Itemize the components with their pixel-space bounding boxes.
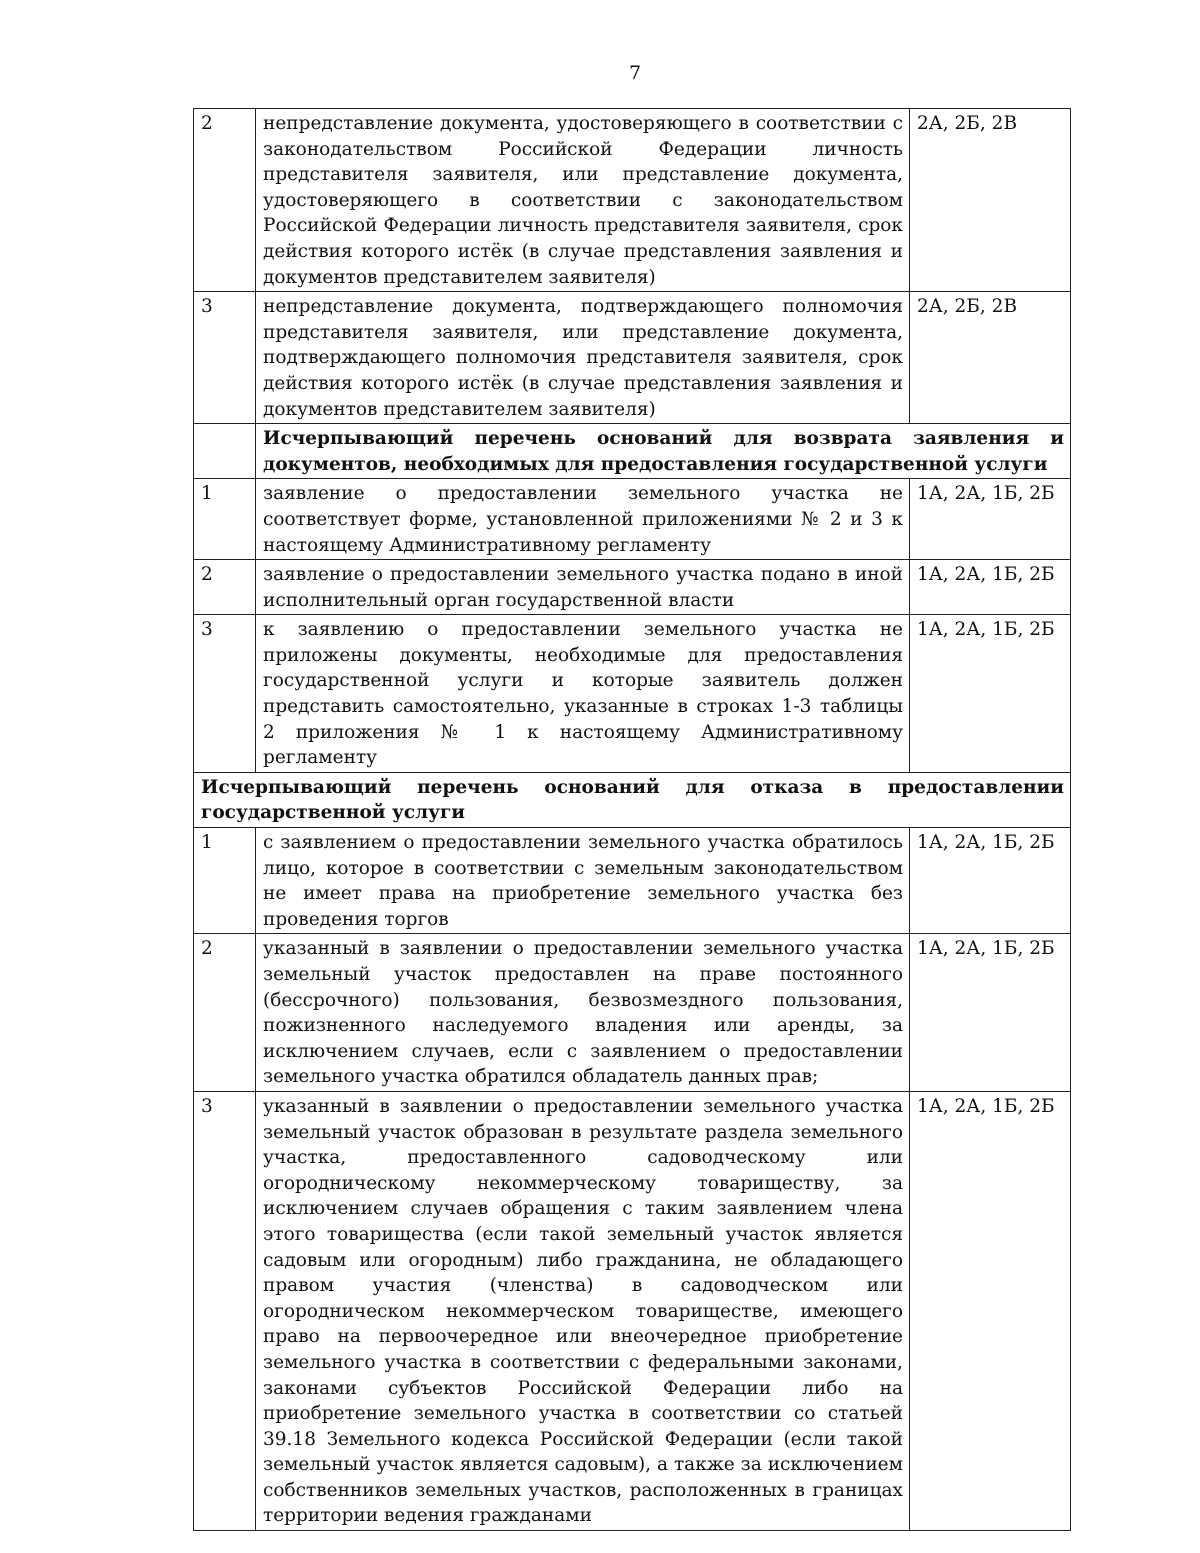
page-number: 7 — [628, 62, 642, 84]
row-number: 3 — [194, 292, 256, 424]
row-text: указанный в заявлении о предоставлении земельного участка земельный участок предоставлен на праве постоянного (бессрочного) пользования, безвозмездного пользования, пожизненного наследуемого владения или аренды, за исключением случаев, если с заявлением о предоставлении земельного участка обратился обладатель данных прав; — [256, 934, 910, 1092]
row-codes: 1А, 2А, 1Б, 2Б — [910, 1091, 1071, 1530]
grounds-table — [193, 108, 1071, 1531]
section-heading: Исчерпывающий перечень оснований для отказа в предоставлении государственной услуги — [194, 772, 1071, 827]
row-number: 3 — [194, 1091, 256, 1530]
row-codes: 2А, 2Б, 2В — [910, 292, 1071, 424]
row-number: 2 — [194, 934, 256, 1092]
table-row — [194, 1091, 1071, 1530]
section-heading: Исчерпывающий перечень оснований для возврата заявления и документов, необходимых для предоставления государственной услуги — [256, 424, 1071, 479]
row-text: указанный в заявлении о предоставлении земельного участка земельный участок образован в результате раздела земельного участка, предоставленного садоводческому или огородническому некоммерческому товариществу, за исключением случаев обращения с таким заявлением члена этого товарищества (если такой земельный участок является садовым или огородным) либо гражданина, не обладающего правом участия (членства) в садоводческом или огородническом некоммерческом товариществе, имеющего право на первоочередное или внеочередное приобретение земельного участка в соответствии с федеральными законами, законами субъектов Российской Федерации либо на приобретение земельного участка в соответствии со статьей 39.18 Земельного кодекса Российской Федерации (если такой земельный участок является садовым), а также за исключением собственников земельных участков, расположенных в границах территории ведения гражданами — [256, 1091, 910, 1530]
table-row — [194, 934, 1071, 1092]
section-heading-row — [194, 772, 1071, 827]
row-number: 2 — [194, 560, 256, 615]
row-number-empty — [194, 424, 256, 479]
table-row — [194, 479, 1071, 560]
table-row — [194, 828, 1071, 934]
row-number: 1 — [194, 828, 256, 934]
row-text: непредставление документа, удостоверяющего в соответствии с законодательством Российской Федерации личность представителя заявителя, или представление документа, удостоверяющего в соответствии с законодательством Российской Федерации личность представителя заявителя, срок действия которого истёк (в случае представления заявления и документов представителем заявителя) — [256, 109, 910, 292]
row-codes: 1А, 2А, 1Б, 2Б — [910, 615, 1071, 773]
row-text: непредставление документа, подтверждающего полномочия представителя заявителя, или представление документа, подтверждающего полномочия представителя заявителя, срок действия которого истёк (в случае представления заявления и документов представителем заявителя) — [256, 292, 910, 424]
row-codes: 1А, 2А, 1Б, 2Б — [910, 560, 1071, 615]
table-row — [194, 615, 1071, 773]
row-text: заявление о предоставлении земельного участка подано в иной исполнительный орган государственной власти — [256, 560, 910, 615]
row-number: 2 — [194, 109, 256, 292]
row-codes: 1А, 2А, 1Б, 2Б — [910, 828, 1071, 934]
row-text: к заявлению о предоставлении земельного участка не приложены документы, необходимые для предоставления государственной услуги и которые заявитель должен представить самостоятельно, указанные в строках 1-3 таблицы 2 приложения № 1 к настоящему Административному регламенту — [256, 615, 910, 773]
row-text: с заявлением о предоставлении земельного участка обратилось лицо, которое в соответствии с земельным законодательством не имеет права на приобретение земельного участка без проведения торгов — [256, 828, 910, 934]
table-row — [194, 292, 1071, 424]
row-number: 3 — [194, 615, 256, 773]
row-codes: 1А, 2А, 1Б, 2Б — [910, 479, 1071, 560]
section-heading-row — [194, 424, 1071, 479]
row-number: 1 — [194, 479, 256, 560]
row-codes: 2А, 2Б, 2В — [910, 109, 1071, 292]
table-row — [194, 109, 1071, 292]
row-codes: 1А, 2А, 1Б, 2Б — [910, 934, 1071, 1092]
row-text: заявление о предоставлении земельного участка не соответствует форме, установленной приложениями № 2 и 3 к настоящему Административному регламенту — [256, 479, 910, 560]
table-row — [194, 560, 1071, 615]
